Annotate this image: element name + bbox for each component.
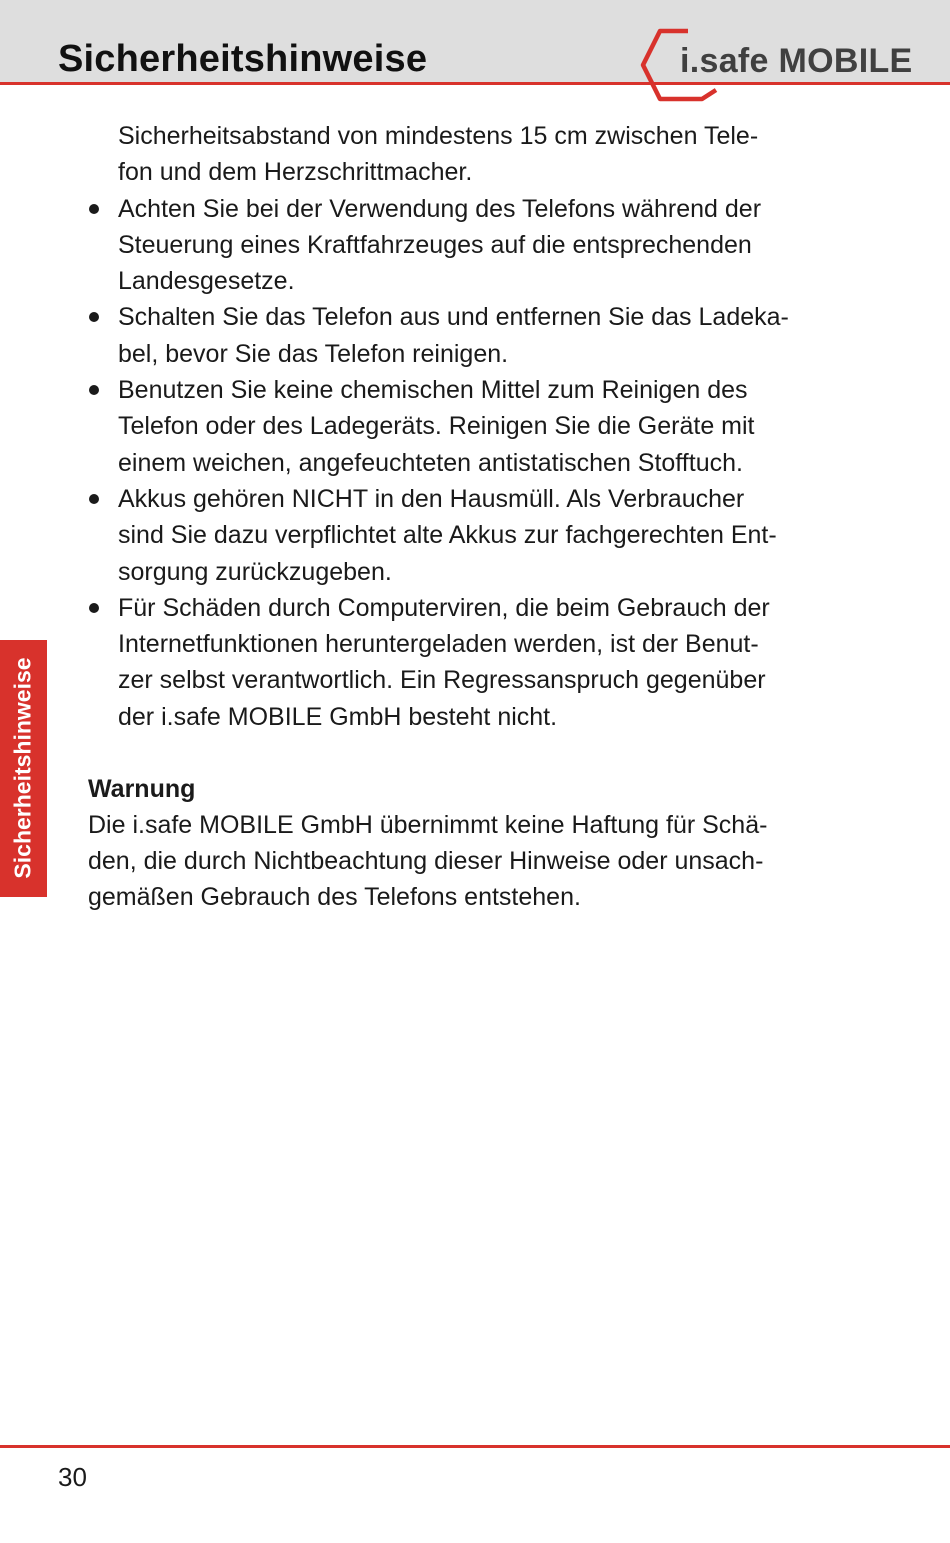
- warning-section: [88, 771, 828, 915]
- text-line: Benutzen Sie keine chemischen Mittel zum Reinigen des: [118, 376, 748, 405]
- footer-divider: [0, 1445, 950, 1448]
- text-line: Telefon oder des Ladegeräts. Reinigen Sie die Geräte mit: [118, 412, 755, 441]
- text-line: Internetfunktionen heruntergeladen werden, ist der Benut-: [118, 630, 759, 659]
- warning-text: [88, 807, 828, 915]
- list-item: [88, 481, 848, 590]
- list-item: [88, 372, 848, 481]
- section-side-tab: [0, 640, 47, 897]
- text-line: zer selbst verantwortlich. Ein Regressanspruch gegenüber: [118, 666, 766, 695]
- page-title: Sicherheitshinweise: [58, 38, 428, 80]
- bullet-icon: [89, 204, 99, 214]
- page-number: 30: [58, 1462, 87, 1492]
- text-line: den, die durch Nichtbeachtung dieser Hinweise oder unsach-: [88, 847, 764, 875]
- brand-logo: [640, 28, 930, 106]
- text-line: fon und dem Herzschrittmacher.: [118, 158, 473, 187]
- bullet-icon: [89, 603, 99, 613]
- warning-heading: Warnung: [88, 775, 196, 803]
- bullet-icon: [89, 385, 99, 395]
- bullet-icon: [89, 312, 99, 322]
- text-line: Landesgesetze.: [118, 267, 295, 296]
- text-line: Die i.safe MOBILE GmbH übernimmt keine Haftung für Schä-: [88, 811, 768, 839]
- list-item: [88, 191, 848, 300]
- safety-notes: [88, 118, 848, 735]
- text-line: der i.safe MOBILE GmbH besteht nicht.: [118, 702, 558, 731]
- continued-paragraph: [88, 118, 848, 191]
- list-item: [88, 590, 848, 735]
- list-item: [88, 299, 848, 372]
- text-line: Sicherheitsabstand von mindestens 15 cm zwischen Tele-: [118, 122, 759, 150]
- text-line: sind Sie dazu verpflichtet alte Akkus zur fachgerechten Ent-: [118, 521, 777, 550]
- text-line: Akkus gehören NICHT in den Hausmüll. Als Verbraucher: [118, 484, 745, 513]
- text-line: sorgung zurückzugeben.: [118, 557, 392, 586]
- text-line: bel, bevor Sie das Telefon reinigen.: [118, 339, 509, 368]
- text-line: Schalten Sie das Telefon aus und entfernen Sie das Ladeka-: [118, 303, 789, 332]
- bullet-icon: [89, 494, 99, 504]
- text-line: Achten Sie bei der Verwendung des Telefons während der: [118, 194, 762, 223]
- text-line: einem weichen, angefeuchteten antistatischen Stofftuch.: [118, 448, 743, 477]
- bullet-list: [88, 191, 848, 735]
- text-line: Für Schäden durch Computerviren, die beim Gebrauch der: [118, 593, 770, 622]
- text-line: Steuerung eines Kraftfahrzeuges auf die entsprechenden: [118, 230, 752, 259]
- logo-text: i.safe MOBILE: [680, 42, 913, 80]
- text-line: gemäßen Gebrauch des Telefons entstehen.: [88, 883, 581, 911]
- side-tab-label: Sicherheitshinweise: [9, 657, 36, 879]
